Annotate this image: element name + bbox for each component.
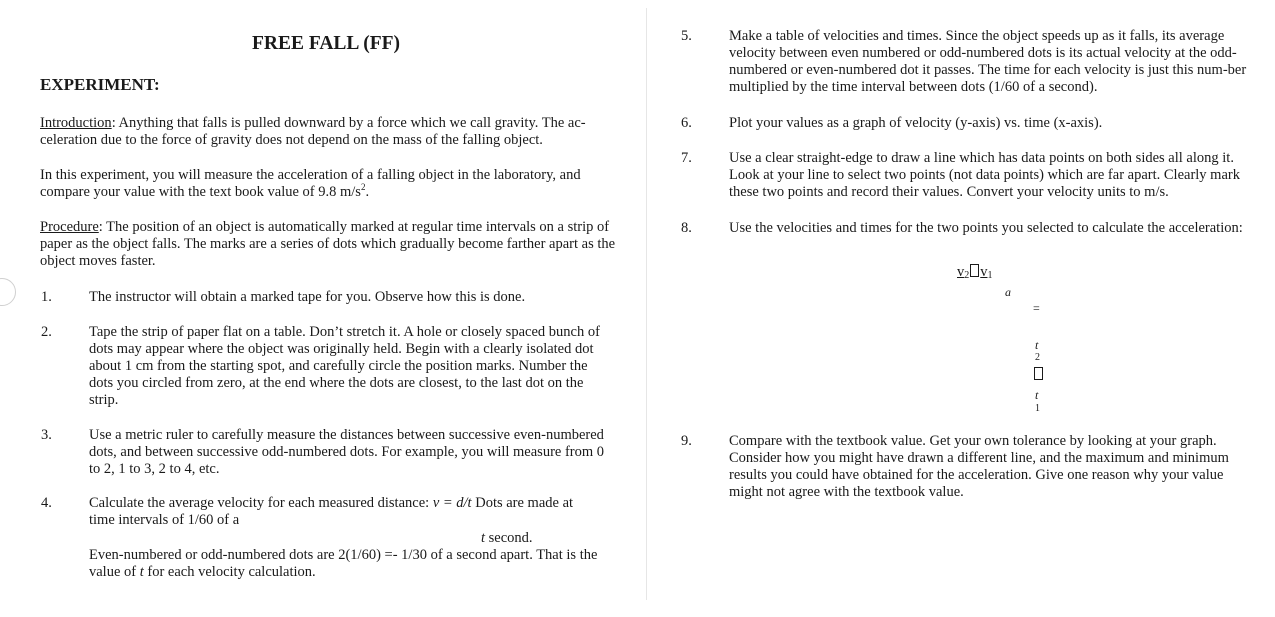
step-9-text: Compare with the textbook value. Get your own tolerance by looking at your graph. Consider how you might have drawn a different line, and the maximum and minimum results you could have obtained for the acceleration. Give one reason why your value might not agree with the textbook value. — [729, 433, 1229, 500]
step-9-number: 9. — [681, 433, 692, 449]
step-5-text: Make a table of velocities and times. Since the object speeds up as it falls, its average velocity between even numbered or odd-numbered dots is its actual velocity at the odd-numbered or even-numbered dot it passes. The time for each velocity is just this num-ber multiplied by the time interval between dots (1/60 of a second). — [729, 28, 1247, 95]
intro-text: : Anything that falls is pulled downward by a force which we call gravity. The ac-celeration due to the force of gravity does not depend on the mass of the falling object. — [40, 115, 586, 148]
page-divider — [646, 8, 647, 600]
step-8-text: Use the velocities and times for the two points you selected to calculate the acceleration: — [729, 220, 1243, 236]
formula-t-bottom: t — [1035, 388, 1039, 402]
step-4-second: second. — [485, 530, 533, 546]
procedure-text: : The position of an object is automatically marked at regular time intervals on a strip of paper as the object falls. The marks are a series of dots which gradually become farther apart as the object moves faster. — [40, 219, 616, 269]
step-1-text: The instructor will obtain a marked tape for you. Observe how this is done. — [89, 289, 526, 305]
step-4-text — [89, 495, 599, 529]
formula-sub-1: 1 — [1035, 403, 1040, 414]
step-6-text: Plot your values as a graph of velocity (y-axis) vs. time (x-axis). — [729, 115, 1103, 131]
step-2-number: 2. — [41, 324, 52, 340]
page-nav-circle[interactable] — [0, 278, 16, 306]
purpose-text: In this experiment, you will measure the acceleration of a falling object in the laboratory, and compare your value with the text book value of 9.8 m/s — [40, 167, 581, 200]
step-6-number: 6. — [681, 115, 692, 131]
purpose-paragraph — [40, 167, 620, 201]
step-4-line2-text: Even-numbered or odd-numbered dots are 2(1/60) =- 1/30 of a second apart. That is the value of — [89, 547, 598, 580]
procedure-paragraph — [40, 219, 620, 270]
step-5-number: 5. — [681, 28, 692, 44]
formula-sub-2: 2 — [1035, 352, 1040, 363]
box-glyph-icon — [1034, 367, 1043, 380]
intro-label: Introduction — [40, 115, 112, 131]
formula-box — [1033, 367, 1044, 384]
step-4-formula: v = d/t — [432, 495, 472, 511]
step-7-text: Use a clear straight-edge to draw a line which has data points on both sides all along it. Look at your line to select two points (not data points) which are far apart. Clearly mark these two points and record their values. Convert your velocity units to m/s. — [729, 150, 1240, 200]
purpose-sup: 2 — [360, 182, 366, 193]
step-1-number: 1. — [41, 289, 52, 305]
step-4-fragment — [481, 530, 533, 547]
step-4-line2-t: t — [139, 564, 144, 580]
document-title: FREE FALL (FF) — [251, 33, 401, 54]
intro-paragraph — [40, 115, 620, 149]
section-heading: EXPERIMENT: — [40, 75, 160, 94]
formula-a: a — [1005, 285, 1011, 299]
step-4-text-a: Calculate the average velocity for each measured distance: — [89, 495, 433, 511]
step-4-line2 — [89, 547, 609, 581]
step-4-number: 4. — [41, 495, 52, 511]
formula-numerator — [957, 264, 993, 282]
step-4-line2-tail: for each velocity calculation. — [143, 564, 316, 580]
step-3-text: Use a metric ruler to carefully measure the distances between successive even-numbered dots, and between successive odd-numbered dots. For example, you will measure from 0 to 2, 1 to 3, 2 to 4, etc. — [89, 427, 605, 477]
formula-equals: = — [1033, 301, 1040, 315]
procedure-label: Procedure — [40, 219, 99, 235]
step-7-number: 7. — [681, 150, 692, 166]
step-4-text-b: Dots are made at time intervals of 1/60 of a — [89, 495, 574, 528]
step-3-number: 3. — [41, 427, 52, 443]
formula-t-top: t — [1035, 338, 1039, 352]
box-glyph-icon — [970, 264, 979, 277]
formula-v2: v2 v1 — [957, 264, 993, 281]
step-2-text: Tape the strip of paper flat on a table. Don’t stretch it. A hole or closely spaced bunch of dots may appear where the object was originally held. Begin with a clearly isolated dot about 1 cm from the starting spot, and carefully circle the position marks. Number the dots you circled from zero, at the end where the dots are closest, to the last dot on the strip. — [89, 324, 600, 408]
purpose-tail: . — [365, 184, 370, 200]
step-4-t: t — [481, 530, 486, 546]
step-8-number: 8. — [681, 220, 692, 236]
